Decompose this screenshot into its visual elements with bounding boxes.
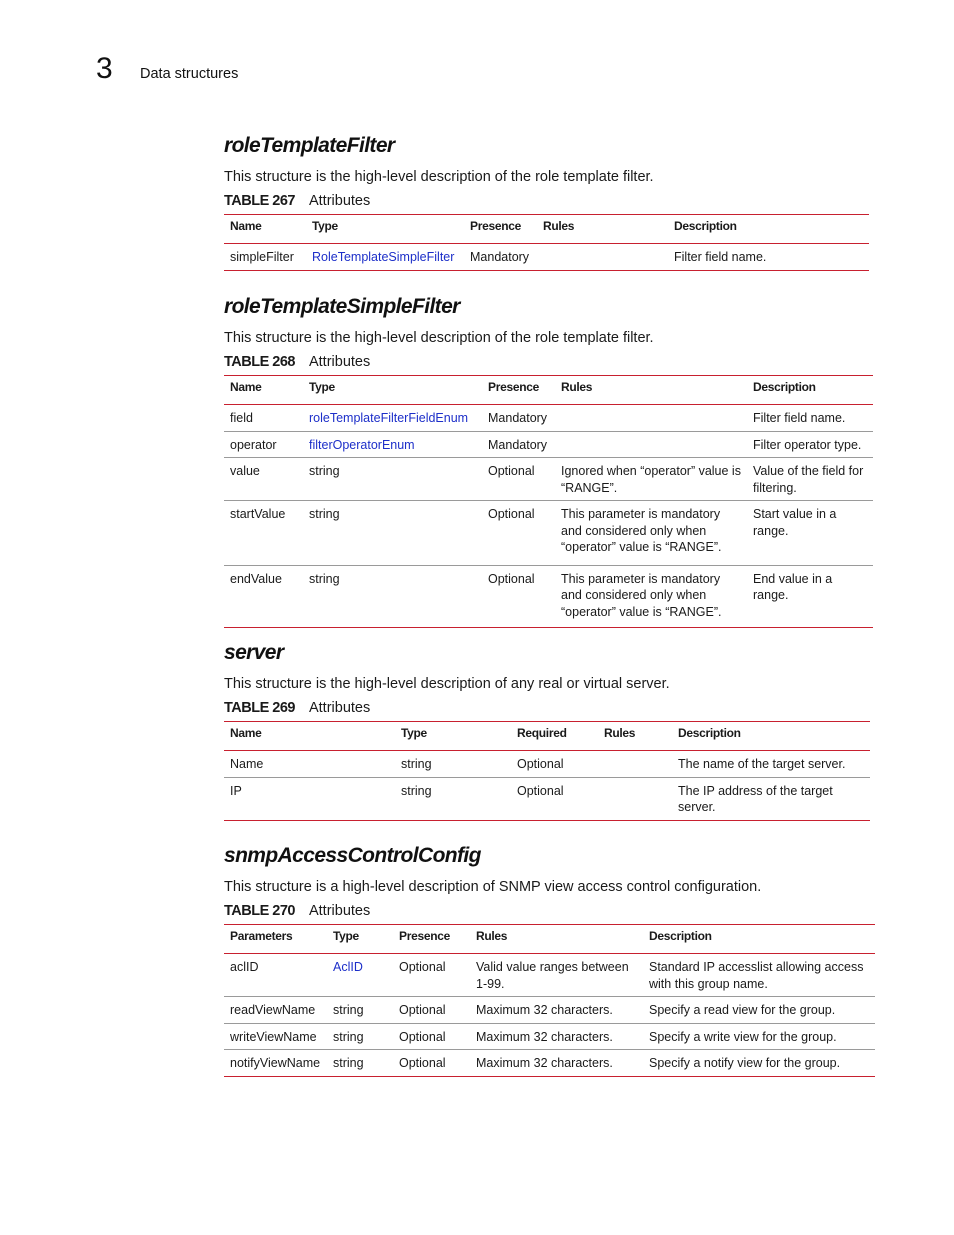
- section-title: snmpAccessControlConfig: [224, 844, 481, 867]
- table-caption: [224, 700, 870, 718]
- type-link[interactable]: RoleTemplateSimpleFilter: [312, 250, 455, 264]
- cell-type: string: [401, 783, 432, 798]
- table-row: [224, 751, 870, 778]
- cell-description: End value in a range.: [753, 571, 833, 602]
- section-title: roleTemplateFilter: [224, 134, 395, 157]
- cell-rules: Maximum 32 characters.: [476, 1003, 613, 1017]
- cell-presence: Optional: [488, 507, 535, 521]
- column-header: Rules: [604, 726, 636, 740]
- cell-description: Filter operator type.: [753, 437, 862, 452]
- column-header: Type: [401, 726, 427, 740]
- section-snmp-access-control-config: [224, 844, 875, 1077]
- table-caption: [224, 354, 873, 372]
- table-header-row: [224, 215, 869, 244]
- table-caption: [224, 903, 875, 921]
- column-header: Presence: [399, 929, 450, 943]
- cell-presence: Optional: [399, 1029, 446, 1044]
- cell-type: string: [333, 1029, 364, 1044]
- column-header: Type: [309, 380, 335, 394]
- table-row: [224, 1023, 875, 1050]
- table-row: [224, 954, 875, 997]
- cell-rules: [598, 777, 672, 820]
- cell-presence: Optional: [399, 1003, 446, 1017]
- table-row: [224, 431, 873, 458]
- attributes-table: [224, 721, 870, 821]
- cell-rules: [537, 244, 668, 271]
- cell-type: string: [309, 507, 340, 521]
- table-number: TABLE 267: [224, 193, 295, 209]
- section-title: roleTemplateSimpleFilter: [224, 295, 460, 318]
- section-role-template-filter: [224, 134, 869, 271]
- cell-name: field: [230, 411, 253, 425]
- section-description: This structure is the high-level description of the role template filter.: [224, 330, 654, 346]
- cell-rules: Maximum 32 characters.: [476, 1056, 613, 1070]
- cell-name: endValue: [230, 571, 282, 586]
- cell-description: Filter field name.: [674, 250, 767, 264]
- column-header: Required: [517, 726, 567, 740]
- table-row: [224, 244, 869, 271]
- column-header: Presence: [470, 219, 521, 233]
- cell-description: The name of the target server.: [678, 757, 846, 771]
- cell-parameter: readViewName: [230, 1003, 316, 1017]
- cell-name: IP: [230, 783, 242, 798]
- section-role-template-simple-filter: [224, 295, 873, 628]
- cell-rules: This parameter is mandatory and considered only when “operator” value is “RANGE”.: [561, 571, 722, 619]
- attributes-table: [224, 214, 869, 271]
- column-header: Type: [312, 219, 338, 233]
- cell-type: string: [309, 571, 340, 586]
- table-caption: [224, 193, 869, 211]
- cell-rules: [555, 405, 747, 432]
- table-row: [224, 501, 873, 566]
- cell-name: Name: [230, 757, 264, 771]
- cell-name: operator: [230, 437, 277, 452]
- column-header: Rules: [543, 219, 575, 233]
- cell-presence: Optional: [399, 960, 446, 974]
- table-header-row: [224, 925, 875, 954]
- column-header: Name: [230, 380, 262, 394]
- attributes-table: [224, 375, 873, 628]
- chapter-number: 3: [96, 52, 113, 85]
- table-number: TABLE 269: [224, 700, 295, 716]
- cell-description: Filter field name.: [753, 411, 846, 425]
- cell-description: Specify a notify view for the group.: [649, 1056, 841, 1070]
- column-header: Type: [333, 929, 359, 943]
- column-header: Rules: [561, 380, 593, 394]
- section-description: This structure is the high-level description of any real or virtual server.: [224, 676, 670, 692]
- cell-name: startValue: [230, 507, 286, 521]
- section-title: server: [224, 641, 284, 664]
- cell-rules: Maximum 32 characters.: [476, 1029, 613, 1044]
- cell-rules: Ignored when “operator” value is “RANGE”.: [561, 464, 741, 495]
- cell-description: Standard IP accesslist allowing access with this group name.: [649, 960, 864, 991]
- cell-parameter: aclID: [230, 960, 259, 974]
- cell-type: string: [333, 1056, 364, 1070]
- cell-presence: Mandatory: [488, 437, 548, 452]
- table-row: [224, 565, 873, 628]
- table-caption-text: Attributes: [308, 903, 371, 919]
- cell-type: string: [333, 1003, 364, 1017]
- cell-presence: Optional: [488, 571, 535, 586]
- type-link[interactable]: filterOperatorEnum: [309, 437, 415, 452]
- table-number: TABLE 268: [224, 354, 295, 370]
- cell-description: Specify a write view for the group.: [649, 1029, 837, 1044]
- cell-description: The IP address of the target server.: [678, 783, 833, 814]
- table-number: TABLE 270: [224, 903, 295, 919]
- cell-presence: Optional: [488, 464, 535, 478]
- column-header: Parameters: [230, 929, 293, 943]
- table-row: [224, 997, 875, 1024]
- column-header: Name: [230, 726, 262, 740]
- table-caption-text: Attributes: [308, 700, 371, 716]
- cell-required: Optional: [517, 783, 564, 798]
- type-link[interactable]: AclID: [333, 960, 363, 974]
- column-header: Description: [674, 219, 737, 233]
- cell-rules: [555, 431, 747, 458]
- cell-required: Optional: [517, 757, 564, 771]
- type-link[interactable]: roleTemplateFilterFieldEnum: [309, 411, 469, 425]
- table-header-row: [224, 722, 870, 751]
- cell-description: Start value in a range.: [753, 507, 837, 538]
- cell-rules: Valid value ranges between 1-99.: [476, 960, 629, 991]
- cell-name: simpleFilter: [230, 250, 294, 264]
- attributes-table: [224, 924, 875, 1077]
- column-header: Rules: [476, 929, 508, 943]
- cell-parameter: notifyViewName: [230, 1056, 321, 1070]
- cell-parameter: writeViewName: [230, 1029, 317, 1044]
- cell-type: string: [309, 464, 340, 478]
- cell-name: value: [230, 464, 260, 478]
- section-description: This structure is the high-level description of the role template filter.: [224, 169, 654, 185]
- section-server: [224, 641, 870, 821]
- cell-description: Value of the field for filtering.: [753, 464, 864, 495]
- cell-presence: Mandatory: [470, 250, 530, 264]
- cell-rules: This parameter is mandatory and considered only when “operator” value is “RANGE”.: [561, 507, 722, 554]
- column-header: Presence: [488, 380, 539, 394]
- table-row: [224, 1050, 875, 1077]
- chapter-title: Data structures: [140, 66, 239, 82]
- column-header: Description: [753, 380, 816, 394]
- cell-presence: Mandatory: [488, 411, 548, 425]
- table-row: [224, 405, 873, 432]
- cell-description: Specify a read view for the group.: [649, 1003, 836, 1017]
- table-row: [224, 777, 870, 820]
- table-caption-text: Attributes: [308, 193, 371, 209]
- table-row: [224, 458, 873, 501]
- table-header-row: [224, 376, 873, 405]
- column-header: Name: [230, 219, 262, 233]
- cell-rules: [598, 751, 672, 778]
- column-header: Description: [678, 726, 741, 740]
- table-caption-text: Attributes: [308, 354, 371, 370]
- cell-presence: Optional: [399, 1056, 446, 1070]
- section-description: This structure is a high-level description of SNMP view access control configuration.: [224, 879, 762, 895]
- column-header: Description: [649, 929, 712, 943]
- cell-type: string: [401, 757, 432, 771]
